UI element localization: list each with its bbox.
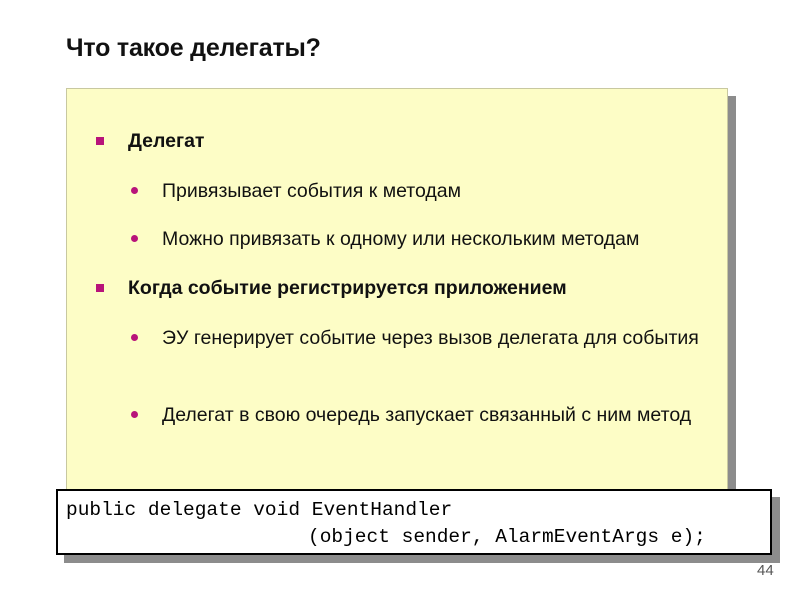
slide-title: Что такое делегаты? [66,34,321,62]
code-line-2: (object sender, AlarmEventArgs e); [308,526,706,548]
square-bullet-icon [96,284,104,292]
sub-bullet-binds-events: Привязывает события к методам [162,180,462,202]
dot-bullet-icon [131,334,138,341]
dot-bullet-icon [131,187,138,194]
sub-bullet-raises-event: ЭУ генерирует событие через вызов делегата для события [162,327,699,349]
code-box [56,489,772,555]
sub-bullet-runs-method: Делегат в свою очередь запускает связанный с ним метод [162,404,692,426]
bullet-event-registered: Когда событие регистрируется приложением [128,277,567,299]
dot-bullet-icon [131,235,138,242]
bullet-delegate: Делегат [128,130,205,152]
code-line-1: public delegate void EventHandler [66,499,453,521]
square-bullet-icon [96,137,104,145]
page-number: 44 [757,562,774,579]
dot-bullet-icon [131,411,138,418]
sub-bullet-one-or-many: Можно привязать к одному или нескольким методам [162,228,640,250]
